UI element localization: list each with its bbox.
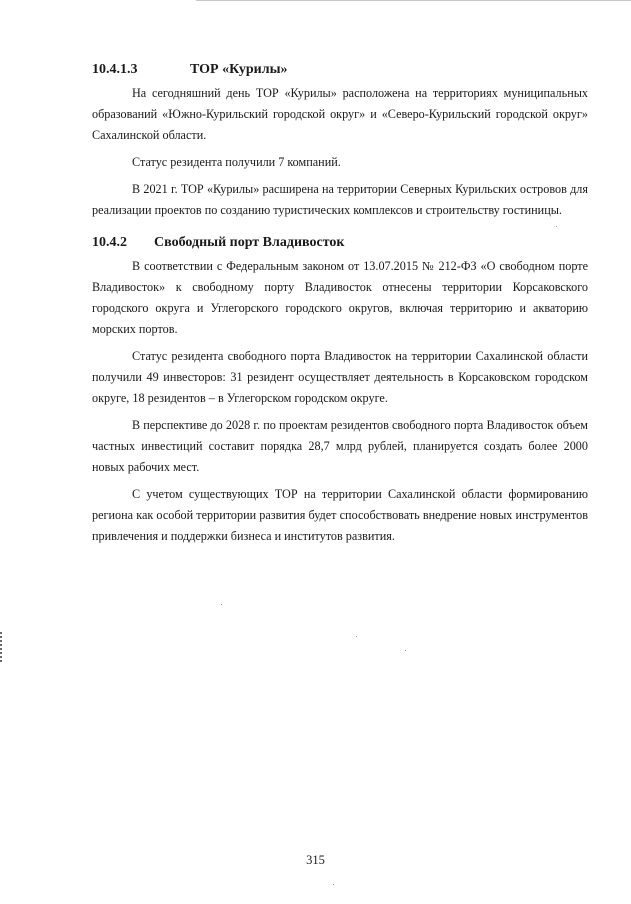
paragraph: Статус резидента получили 7 компаний.	[132, 155, 341, 169]
scan-speck	[405, 650, 406, 651]
scan-speck	[556, 226, 557, 227]
paragraph: В перспективе до 2028 г. по проектам резидентов свободного порта Владивосток объем частных инвестиций составит порядка 28,7 млрд рублей, планируется создать более 2000 новых рабочих мест.	[92, 418, 588, 474]
section-heading-free-port	[92, 233, 588, 253]
scan-speck	[221, 604, 222, 605]
scan-speck	[356, 636, 357, 637]
section-heading-kurily	[92, 60, 588, 80]
paragraph: На сегодняшний день ТОР «Курилы» расположена на территориях муниципальных образований «Южно-Курильский городской округ» и «Северо-Курильский городской округ» Сахалинской области.	[92, 86, 588, 142]
page-number: 315	[306, 853, 325, 867]
paragraph: Статус резидента свободного порта Владивосток на территории Сахалинской области получили 49 инвесторов: 31 резидент осуществляет деятельность в Корсаковском городском округе, 18 резидентов – в Углегорском городском округе.	[92, 349, 588, 405]
paragraph: С учетом существующих ТОР на территории Сахалинской области формированию региона как особой территории развития будет способствовать внедрение новых инструментов привлечения и поддержки бизнеса и институтов развития.	[92, 487, 588, 543]
paragraph: В соответствии с Федеральным законом от 13.07.2015 № 212-ФЗ «О свободном порте Владивосток» к свободному порту Владивосток отнесены территории Корсаковского городского округа и Углегорского городского округов, включая территорию и акваторию морских портов.	[92, 259, 588, 336]
section-number: 10.4.1.3	[92, 62, 138, 77]
section-number: 10.4.2	[92, 235, 127, 250]
scan-speck	[333, 884, 334, 885]
section-title: ТОР «Курилы»	[190, 62, 288, 77]
page-content	[92, 60, 588, 553]
paragraph: В 2021 г. ТОР «Курилы» расширена на территории Северных Курильских островов для реализации проектов по созданию туристических комплексов и строительству гостиницы.	[92, 182, 588, 217]
top-rule	[196, 0, 631, 1]
section-title: Свободный порт Владивосток	[154, 235, 345, 250]
scan-edge-marks	[0, 632, 4, 662]
